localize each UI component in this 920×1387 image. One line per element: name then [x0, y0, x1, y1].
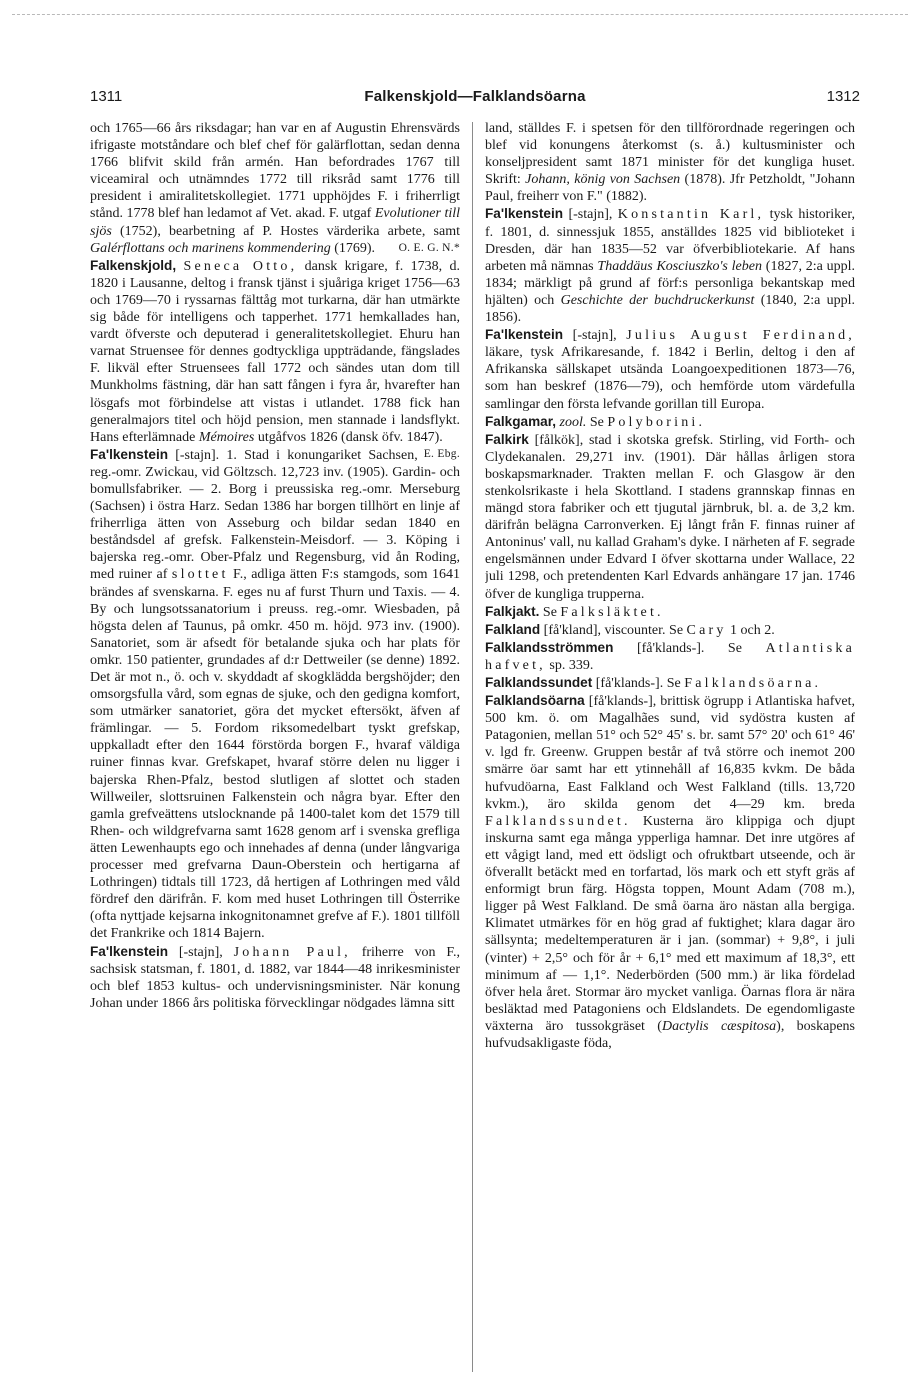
running-header	[90, 88, 860, 110]
person-name: Julius August Ferdinand,	[626, 328, 855, 344]
headword: Fa'lkenstein	[90, 943, 169, 959]
entry-falkirk: Falkirk [fålkök], stad i skotska grefsk. Stirling, vid Forth- och Clydekanalen. 29,271 inv. (1901). Där hållas årligen stora boskapsmarknader. Trakten mellan F. och Glasgow är den stenkolsrikaste i hela Skottland. I stadens grannskap finnas en mängd stora fabriker och ett tjugutal järnbruk, bl. a. de 3,2 km. därifrån belägna Carronverken. Ej långt från F. finnas ruiner af Antoninus' vall, nu kallad Graham's dyke. I närheten af F. segrade engelsmännen under Edvard I öfver skottarna under Wallace, 22 juli 1298, och pretendenten Karl Edvards anhängare 17 jan. 1746 öfver de kungliga trupperna.	[485, 431, 855, 602]
book-title: Evolutioner till sjös	[90, 206, 460, 239]
entry-falklandsstrommen: Falklandsströmmen [få'klands-]. Se Atlantiska hafvet, sp. 339.	[485, 639, 855, 673]
entry-falkenstein-place: Fa'lkenstein [-stajn]. 1. Stad i konungariket Sachsen, reg.-omr. Zwickau, vid Göltzsch. 12,723 inv. (1905). Gardin- och bomullsfabriker. — 2. Borg i preussiska reg.-omr. Merseburg (Sachsen) i östra Harz. Sedan 1386 har borgen tillhört en linje af friherrliga ätten von Asseburg och bildar sedan 1840 en beståndsdel af grefsk. Falkenstein-Meisdorf. — 3. Köping i bajerska reg.-omr. Ober-Pfalz und Regensburg, vid ån Roding, med ruiner af slottet F., adliga ätten F:s stamgods, som 1641 brändes af svenskarna. F. eges nu af furst Thurn und Taxis. — 4. By och lungsotssanatorium i preuss. reg.-omr. Wiesbaden, på högsta delen af Taunus, på omkr. 450 m. höjd. 973 inv. (1900). Sanatoriet, som är afsedt för betalande sjuka och har plats för omkr. 150 patienter, grundades af d:r Dettweiler (se denne) 1892. Det är mot n., ö. och v. skyddadt af skogklädda bergshöjder; den omsorgsfulla vård, som egnas de sjuke, och den gedigna komfort, som utmärker sanatoriet, göra det mycket eftersökt, äfven af främlingar. — 5. Fordom riksomedelbart tyskt grefskap, uppkalladt efter den 1644 förstörda borgen F., hvaraf väldiga ruiner finnas kvar. Grefskapet, hvaraf större delen nu ligger i bajerska Rhen-Pfalz, bestod slutligen af slottet och staden Willweiler, slottsruinen Falkenstein och några byar. Efter den gamla grefveättens utslocknande på 1400-talet kom det 1579 till Rhen- och wildgrefvarna samt 1628 genom arf i svenska grefliga ätten Lewenhaupts ego och innehades af denna (under långvariga processer med grefvarna Daun-Oberstein och hertigarna af Lothringen) tidtals till 1723, då hertigen af Lothringen med våld fördref den därifrån. F. kom med huset Lothringen till Österrike (ofta nyttjade kejsarna inkognitonamnet grefve af F.). 1801 tillföll det Frankrike och 1814 Bajern.	[90, 446, 460, 942]
column-divider	[472, 122, 473, 1372]
book-title: Thaddäus Kosciuszko's leben	[597, 258, 762, 274]
author-signature: O. E. G. N.*	[398, 241, 460, 254]
entry-falkland: Falkland [få'kland], viscounter. Se Cary 1 och 2.	[485, 621, 775, 638]
entry-falklandssundet: Falklandssundet [få'klands-]. Se Falklandsöarna.	[485, 675, 822, 691]
headword: Fa'lkenstein	[485, 327, 564, 343]
person-name: Johann Paul,	[233, 944, 351, 960]
entry-falkenstein-julius: Fa'lkenstein [-stajn], Julius August Ferdinand, läkare, tysk Afrikaresande, f. 1842 i Berlin, deltog i den af Afrikanska sällskapet utsända Loangoexpeditionen 1873—76, som han beskref (1876—79), och hemförde utom värdefulla samlingar den första lefvande gorillan till Europa.	[485, 327, 855, 412]
headword: Falkland	[485, 621, 541, 637]
page-number-right: 1312	[826, 88, 860, 105]
cross-reference: Falksläktet.	[560, 604, 664, 620]
entry-falkenstein-konstantin: Fa'lkenstein [-stajn], Konstantin Karl, tysk historiker, f. 1801, d. sinnessjuk 1855, anställdes 1825 vid biblioteket i Dresden, där han 1835—52 var öfverbibliotekarie. Af hans arbeten må nämnas Thaddäus Kosciuszko's leben (1827, 2:a uppl. 1834; märkligt på grund af förf:s personliga bekantskap med hjälten) och Geschichte der buchdruckerkunst (1840, 2:a uppl. 1856).	[485, 206, 855, 326]
entry-falklandsoarna: Falklandsöarna [få'klands-], brittisk ögrupp i Atlantiska hafvet, 500 km. ö. om Magalhães sund, vid sydöstra kusten af Patagonien, mellan 51° och 52° 45' s. br. samt 57° 20' och 61° 46' v. lgd fr. Greenw. Gruppen består af två större och inemot 200 smärre öar samt har ett ytinnehåll af 16,835 kvkm. De båda hufvudöarna, East Falkland och West Falkland (tills. 13,720 kvkm.), äro skilda genom det 4—29 km. breda Falklandssundet. Kusterna äro klippiga och djupt inskurna samt ega många ypperliga hamnar. Det inre utgöres af ett vågigt land, med ett ödsligt och ofruktbart utseende, och är öfverallt betäckt med en torfartad, lös mark och ett styft gräs af enformigt brun färg. Högsta toppen, Mount Adam (708 m.), ligger på West Falkland. De små öarna äro nästan alla bergiga. Klimatet utmärkes för en hög grad af fuktighet; klara dagar äro sällsynta; medeltemperaturen är i jan. (sommar) + 9,8°, i juli (vinter) + 2,5° och för år + 6,1° med ett maximum af 18,3°, ett minimum af — 1,1°. Nederbörden (500 mm.) är lika fördelad öfver hela året. Stormar äro mycket vanliga. Öarnas flora är nära besläktad med Patagoniens och Eldslandets. De egendomligaste växterna äro tussokgräset (Dactylis cæspitosa), boskapens hufvudsakligaste föda,	[485, 693, 855, 1051]
author-signature: E. Ebg.	[423, 447, 460, 460]
cross-reference: Atlantiska hafvet,	[485, 640, 855, 673]
entry-falkenskjold-seneca: Falkenskjold, Seneca Otto, dansk krigare, f. 1738, d. 1820 i Lausanne, deltog i fransk tjänst i sjuåriga kriget 1756—63 och 1769—70 i ryssarnas fälttåg mot turkarna, där han utmärkte sig både för intelligens och tapperhet. 1771 hemkallades han, vardt öfverste och deputerad i generalitetskollegiet. Ehuru han varnat Struensee för dennes godtyckliga uppträdande, fängslades F. likväl efter Struensees fall 1772 och sändes utan dom till Munkholms fästning, där han satt fången i fyra år, hvarefter han lösgafs mot förbindelse att vistas i utlandet. 1788 fick han generalmajors titel och höjd pension, men stannade i landsflykt. Hans efterlämnade Mémoires utgåfvos 1826 (dansk öfv. 1847). E. Ebg.	[90, 257, 460, 446]
headword: Fa'lkenstein	[90, 446, 169, 462]
entry-falkenstein-johann: Fa'lkenstein [-stajn], Johann Paul, friherre von F., sachsisk statsman, f. 1801, d. 1882, var 1844—48 inrikesminister och blef 1853 kultus- och undervisningsminister. När konung Johan under 1866 års politiska förvecklingar nödgades lämna sitt	[90, 943, 460, 1011]
headword: Falkgamar,	[485, 413, 557, 429]
headword: Fa'lkenstein	[485, 206, 564, 222]
headword: Falklandsströmmen	[485, 639, 614, 655]
headword: Falkjakt.	[485, 603, 540, 619]
book-title: Mémoires	[198, 429, 255, 445]
running-title: Falkenskjold—Falklandsöarna	[364, 88, 586, 105]
cross-reference: Polyborini.	[607, 414, 706, 430]
right-column	[485, 120, 855, 1370]
book-title: Johann, könig von Sachsen	[525, 172, 681, 188]
person-name: Konstantin Karl,	[617, 207, 765, 223]
entry-falkgamar: Falkgamar, zool. Se Polyborini.	[485, 413, 706, 430]
page-number-left: 1311	[90, 88, 123, 105]
scan-edge-rule	[12, 14, 908, 15]
cross-reference: Cary	[686, 622, 727, 638]
cross-reference: Falklandssundet.	[485, 813, 631, 829]
species-name: Dactylis cæspitosa	[661, 1018, 777, 1034]
entry-falkjakt: Falkjakt. Se Falksläktet.	[485, 603, 664, 620]
book-title: Geschichte der buchdruckerkunst	[560, 292, 755, 308]
cross-reference: Falklandsöarna.	[684, 676, 822, 691]
left-column	[90, 120, 460, 1370]
headword: Falkenskjold,	[90, 257, 177, 273]
headword: Falklandssundet	[485, 675, 593, 690]
entry-falkenstein-johann-continued: land, ställdes F. i spetsen för den tillförordnade regeringen och blef vid konungens återkomst (s. å.) kultusminister och konseljpresident samt 1871 minister för det kungliga huset. Skrift: Johann, könig von Sachsen (1878). Jfr Petzholdt, "Johann Paul, freiherr von F." (1882).	[485, 121, 855, 205]
headword: Falkirk	[485, 431, 529, 447]
cross-reference: slottet	[171, 567, 229, 583]
entry-falkenskjold-continued: och 1765—66 års riksdagar; han var en af Augustin Ehrensvärds ifrigaste motståndare och blef chef för galärflottan, sedan denna 1766 blifvit skild från armén. Han befordrades 1767 till viceamiral och utnämndes 1772 till riksråd samt 1776 till president i amiralitetskollegiet. 1771 upphöjdes F. i friherrligt stånd. 1778 blef han ledamot af Vet. akad. F. utgaf Evolutioner till sjös (1752), bearbetning af P. Hostes värderika arbete, samt Galérflottans och marinens kommendering (1769). O. E. G. N.*	[90, 121, 460, 256]
book-title: Galérflottans och marinens kommendering	[90, 240, 331, 256]
headword: Falklandsöarna	[485, 693, 585, 709]
person-name: Seneca Otto,	[183, 258, 298, 274]
